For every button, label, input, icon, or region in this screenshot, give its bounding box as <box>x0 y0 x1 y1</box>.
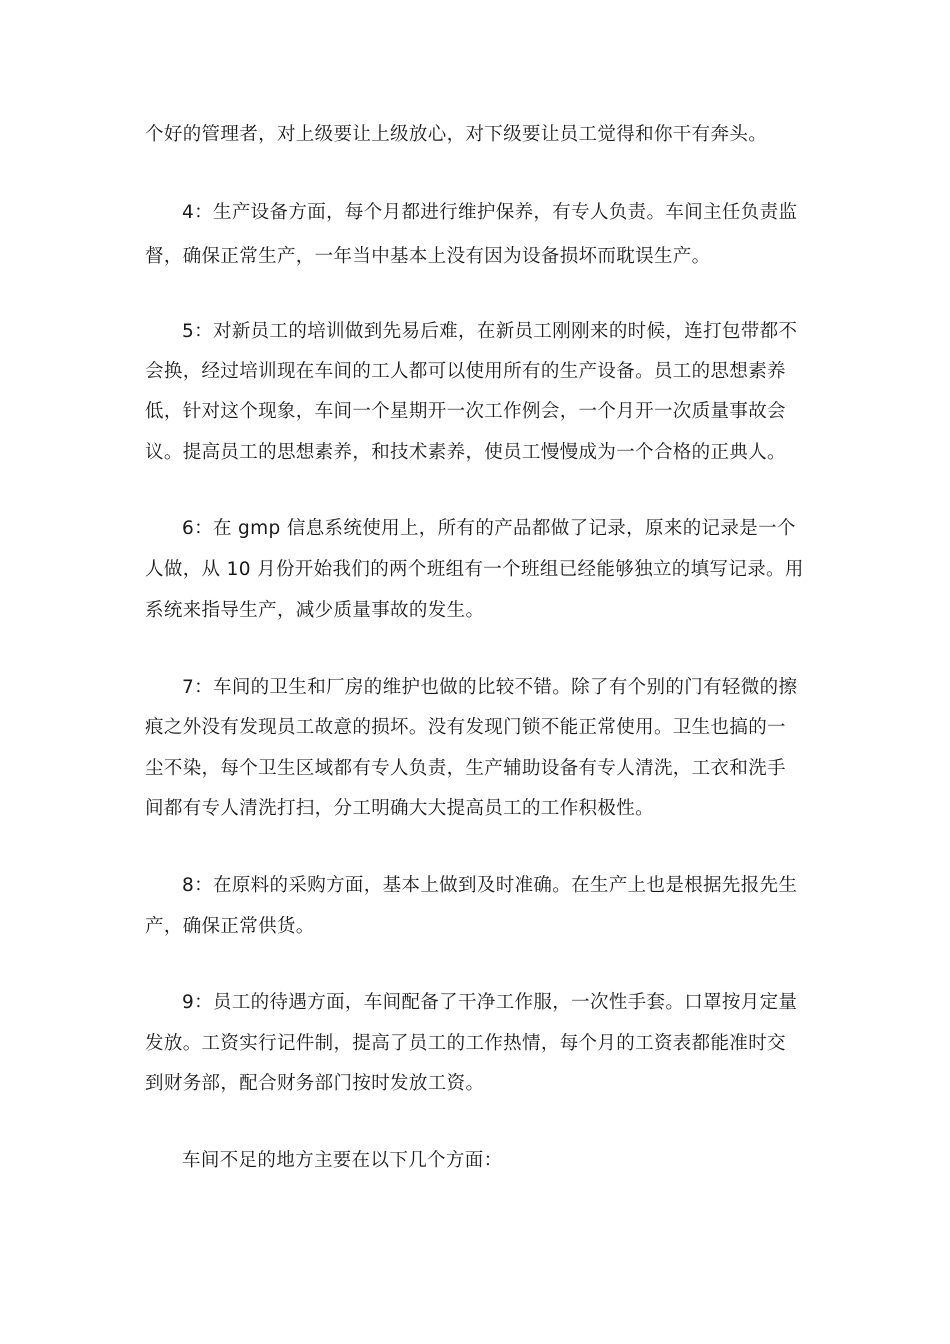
paragraph-text-line: 个好的管理者，对上级要让上级放心，对下级要让员工觉得和你干有奔头。 <box>145 124 768 145</box>
paragraph-text-line: 痕之外没有发现员工故意的损坏。没有发现门锁不能正常使用。卫生也搞的一 <box>145 717 786 738</box>
paragraph-text-line: 低，针对这个现象，车间一个星期开一次工作例会，一个月开一次质量事故会 <box>145 401 786 422</box>
paragraph-text-line: 发放。工资实行记件制，提高了员工的工作热情，每个月的工资表都能准时交 <box>145 1033 786 1054</box>
paragraph-text-line: 车间不足的地方主要在以下几个方面： <box>182 1150 503 1171</box>
paragraph-text-line: 督，确保正常生产，一年当中基本上没有因为设备损坏而耽误生产。 <box>145 246 711 267</box>
paragraph-text-line: 7：车间的卫生和厂房的维护也做的比较不错。除了有个别的门有轻微的擦 <box>182 677 798 698</box>
paragraph-text-line: 6：在 gmp 信息系统使用上，所有的产品都做了记录，原来的记录是一个 <box>182 518 796 539</box>
paragraph-text-line: 人做，从 10 月份开始我们的两个班组有一个班组已经能够独立的填写记录。用 <box>145 559 804 580</box>
paragraph-text-line: 8：在原料的采购方面，基本上做到及时准确。在生产上也是根据先报先生 <box>182 875 798 896</box>
paragraph-text-line: 5：对新员工的培训做到先易后难，在新员工刚刚来的时候，连打包带都不 <box>182 321 798 342</box>
paragraph-text-line: 到财务部，配合财务部门按时发放工资。 <box>145 1073 485 1094</box>
paragraph-text-line: 4：生产设备方面，每个月都进行维护保养，有专人负责。车间主任负责监 <box>182 202 798 223</box>
paragraph-text-line: 产，确保正常供货。 <box>145 916 315 937</box>
paragraph-text-line: 间都有专人清洗打扫，分工明确大大提高员工的工作积极性。 <box>145 798 654 819</box>
paragraph-text-line: 议。提高员工的思想素养，和技术素养，使员工慢慢成为一个合格的正典人。 <box>145 442 786 463</box>
paragraph-text-line: 系统来指导生产，减少质量事故的发生。 <box>145 600 485 621</box>
paragraph-text-line: 9：员工的待遇方面，车间配备了干净工作服，一次性手套。口罩按月定量 <box>182 992 798 1013</box>
paragraph-text-line: 会换，经过培训现在车间的工人都可以使用所有的生产设备。员工的思想素养 <box>145 361 786 382</box>
paragraph-text-line: 尘不染，每个卫生区域都有专人负责，生产辅助设备有专人清洗，工衣和洗手 <box>145 758 786 779</box>
